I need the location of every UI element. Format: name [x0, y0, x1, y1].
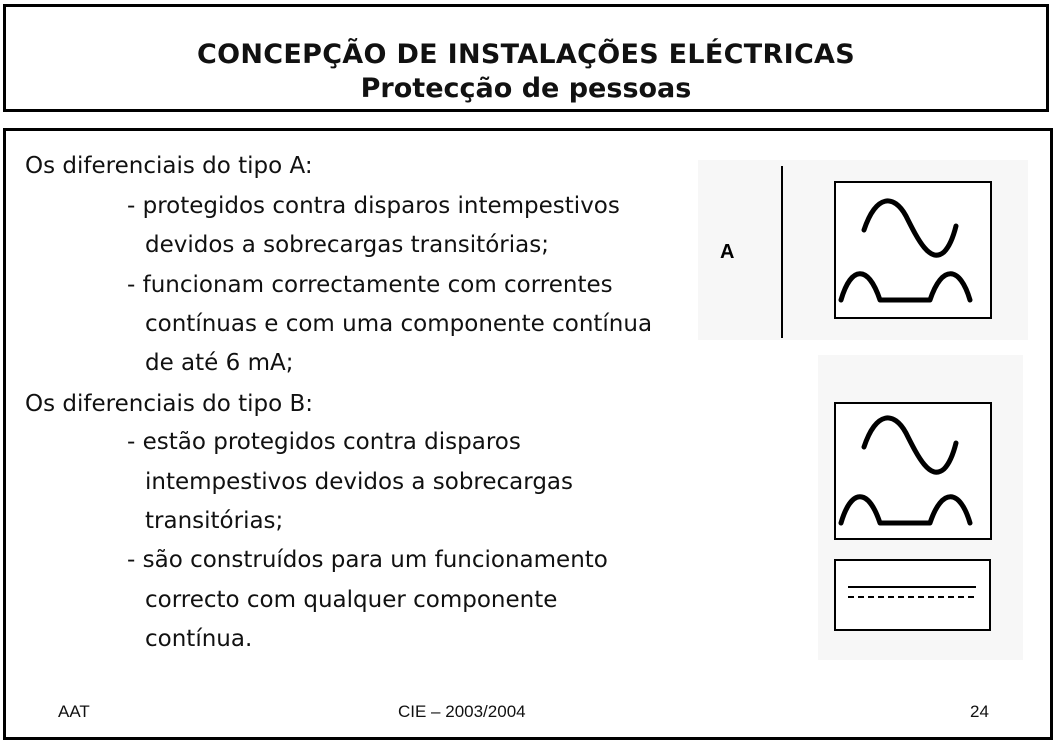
type-a-label: A: [720, 241, 735, 263]
section-b-line: intempestivos devidos a sobrecargas: [145, 469, 574, 495]
section-a-line: devidos a sobrecargas transitórias;: [145, 232, 549, 258]
section-b-heading: Os diferenciais do tipo B:: [25, 391, 314, 417]
section-a-line: de até 6 mA;: [145, 350, 294, 376]
section-b-line: - estão protegidos contra disparos: [127, 429, 521, 455]
type-a-symbol-figure: [698, 160, 1028, 340]
section-b-line: correcto com qualquer componente: [145, 587, 558, 613]
type-b-symbol-figure: [818, 355, 1023, 660]
section-a-line: - funcionam correctamente com correntes: [127, 272, 613, 298]
footer-author: AAT: [58, 702, 90, 721]
page-number: 24: [970, 702, 989, 721]
page-subtitle: Protecção de pessoas: [360, 73, 692, 104]
section-b-line: transitórias;: [145, 508, 284, 534]
footer-course: CIE – 2003/2004: [398, 702, 526, 721]
section-b-line: - são construídos para um funcionamento: [127, 547, 608, 573]
header-box: [3, 4, 1049, 112]
section-a-line: - protegidos contra disparos intempestivos: [127, 193, 620, 219]
dc-box: [835, 560, 990, 630]
section-a-line: contínuas e com uma componente contínua: [145, 311, 653, 337]
section-a-heading: Os diferenciais do tipo A:: [25, 153, 313, 179]
section-b-line: contínua.: [145, 626, 253, 652]
page-title: CONCEPÇÃO DE INSTALAÇÕES ELÉCTRICAS: [196, 39, 855, 70]
